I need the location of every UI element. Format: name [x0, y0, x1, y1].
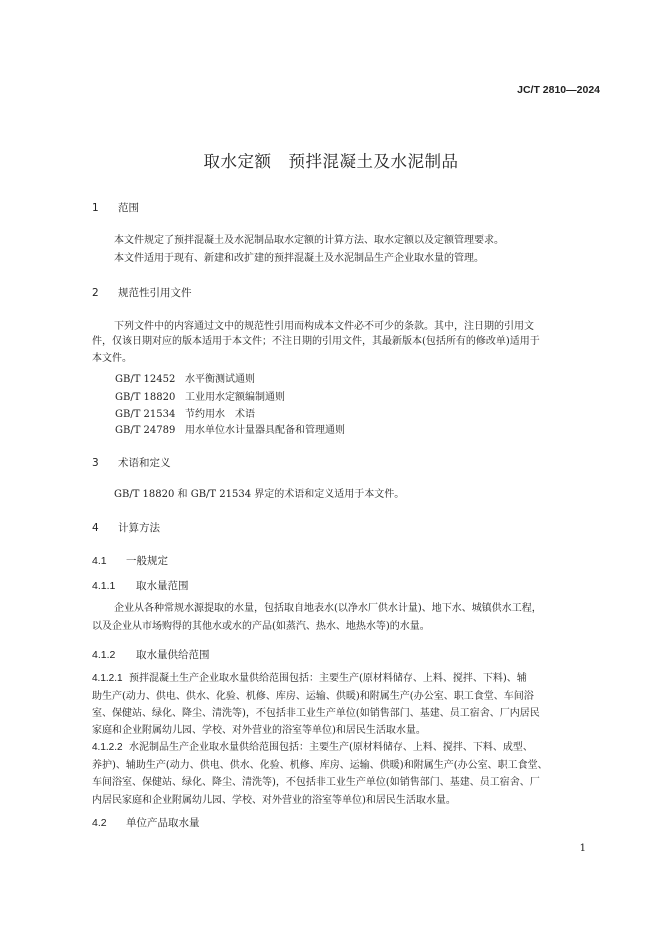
clause-title: 取水量供给范围: [136, 649, 210, 661]
reference-item: GB/T 24789 用水单位水计量器具配备和管理通则: [115, 425, 345, 436]
section-title: 规范性引用文件: [118, 287, 192, 299]
clause-number: 4.1.2: [92, 649, 116, 661]
reference-item: GB/T 12452 水平衡测试通则: [115, 374, 255, 385]
section-2-intro-line-1: 下列文件中的内容通过文中的规范性引用而构成本文件必不可少的条款。其中，注日期的引用文: [114, 321, 534, 332]
standard-code: JC/T 2810—2024: [517, 84, 600, 96]
section-number: 1: [92, 202, 99, 214]
clause-title: 单位产品取水量: [126, 817, 200, 829]
section-number: 4: [92, 522, 99, 534]
section-2-intro-line-2: 件，仅该日期对应的版本适用于本文件；不注日期的引用文件，其最新版本(包括所有的修改单)适用于: [92, 336, 540, 347]
clause-4-1-2-1-line-2: 助生产(动力、供电、供水、化验、机修、库房、运输、供暖)和附属生产(办公室、职工食堂、车间浴: [92, 691, 534, 702]
reference-item: GB/T 21534 节约用水 术语: [115, 409, 255, 420]
clause-number: 4.1: [92, 555, 107, 567]
page-number: 1: [579, 843, 586, 854]
clause-4-1-2-2-line-4: 内居民家庭和企业附属幼儿园、学校、对外营业的浴室等单位)和居民生活取水量。: [92, 795, 456, 806]
section-title: 计算方法: [118, 522, 160, 534]
clause-4-1-1-heading: [92, 578, 189, 593]
clause-4-2-heading: [92, 815, 200, 830]
section-1-paragraph-1: 本文件规定了预拌混凝土及水泥制品取水定额的计算方法、取水定额以及定额管理要求。: [114, 235, 504, 246]
clause-title: 取水量范围: [136, 580, 189, 592]
section-title: 术语和定义: [118, 457, 171, 469]
clause-4-1-1-line-2: 以及企业从市场购得的其他水或水的产品(如蒸汽、热水、地热水等)的水量。: [92, 621, 430, 632]
section-3-paragraph: GB/T 18820 和 GB/T 21534 界定的术语和定义适用于本文件。: [114, 489, 405, 500]
clause-number: 4.2: [92, 817, 107, 829]
section-2-intro-line-3: 本文件。: [92, 353, 132, 364]
clause-4-1-heading: [92, 553, 168, 568]
clause-4-1-2-1-line-3: 室、保健站、绿化、降尘、清洗等)，不包括非工业生产单位(如销售部门、基建、员工宿舍、厂内居民: [92, 708, 540, 719]
document-title: 取水定额 预拌混凝土及水泥制品: [203, 152, 459, 171]
section-1-paragraph-2: 本文件适用于现有、新建和改扩建的预拌混凝土及水泥制品生产企业取水量的管理。: [114, 253, 484, 264]
section-title: 范围: [118, 202, 139, 214]
clause-4-1-2-2-line-3: 车间浴室、保健站、绿化、降尘、清洗等)，不包括非工业生产单位(如销售部门、基建、员工宿舍、厂: [92, 777, 540, 788]
reference-item: GB/T 18820 工业用水定额编制通则: [115, 392, 285, 403]
section-number: 2: [92, 287, 99, 299]
section-3-heading: [92, 455, 171, 470]
clause-4-1-2-1-line-4: 家庭和企业附属幼儿园、学校、对外营业的浴室等单位)和居民生活取水量。: [92, 725, 426, 736]
clause-4-1-2-2-line-1: 4.1.2.2 水泥制品生产企业取水量供给范围包括：主要生产(原材料储存、上料、搅拌、下料、成型、: [92, 742, 533, 753]
section-number: 3: [92, 457, 99, 469]
section-4-heading: [92, 520, 160, 535]
clause-number: 4.1.1: [92, 580, 116, 592]
clause-4-1-1-line-1: 企业从各种常规水源提取的水量，包括取自地表水(以净水厂供水计量)、地下水、城镇供水工程，: [114, 603, 542, 614]
section-1-heading: [92, 200, 139, 215]
section-2-heading: [92, 285, 192, 300]
clause-4-1-2-heading: [92, 647, 210, 662]
clause-4-1-2-1-line-1: 4.1.2.1 预拌混凝土生产企业取水量供给范围包括：主要生产(原材料储存、上料、搅拌、下料)、辅: [92, 673, 527, 684]
clause-title: 一般规定: [126, 555, 168, 567]
clause-4-1-2-2-line-2: 养护)、辅助生产(动力、供电、供水、化验、机修、库房、运输、供暖)和附属生产(办公室、职工食堂、: [92, 760, 548, 771]
